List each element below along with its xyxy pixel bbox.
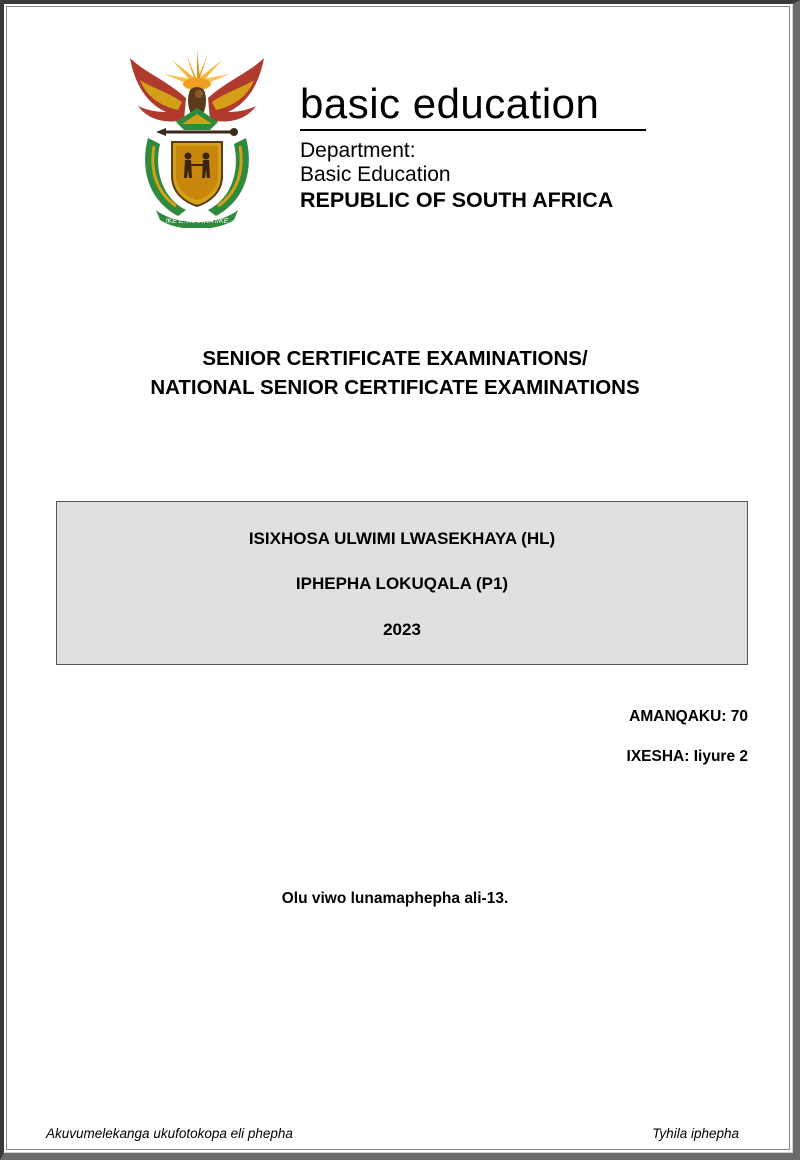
page-count-note: Olu viwo lunamaphepha ali-13. (281, 890, 509, 907)
brand-rule (300, 129, 646, 131)
paper-name: IPHEPHA LOKUQALA (P1) (295, 574, 509, 593)
sun-icon (164, 50, 230, 90)
coat-of-arms-icon (126, 50, 268, 228)
copy-notice: Akuvumelekanga ukufotokopa eli phepha (46, 1126, 293, 1141)
exam-title-line-2: NATIONAL SENIOR CERTIFICATE EXAMINATIONS (150, 376, 640, 399)
exam-title (0, 344, 790, 402)
department-header (300, 80, 650, 214)
crest-motto: !KE E: /XARRA //KE (165, 218, 229, 225)
subject-name: ISIXHOSA ULWIMI LWASEKHAYA (HL) (248, 529, 556, 548)
turn-over-note: Tyhila iphepha (652, 1126, 739, 1141)
exam-year: 2023 (383, 620, 421, 639)
department-label: Department: (300, 139, 416, 162)
country-name: REPUBLIC OF SOUTH AFRICA (300, 188, 614, 212)
subject-box (56, 501, 748, 665)
exam-duration: IXESHA: Iiyure 2 (626, 748, 748, 765)
brand-name: basic education (300, 80, 600, 127)
department-name: Basic Education (300, 163, 451, 186)
exam-title-line-1: SENIOR CERTIFICATE EXAMINATIONS/ (202, 347, 588, 370)
marks-total: AMANQAKU: 70 (629, 708, 748, 725)
